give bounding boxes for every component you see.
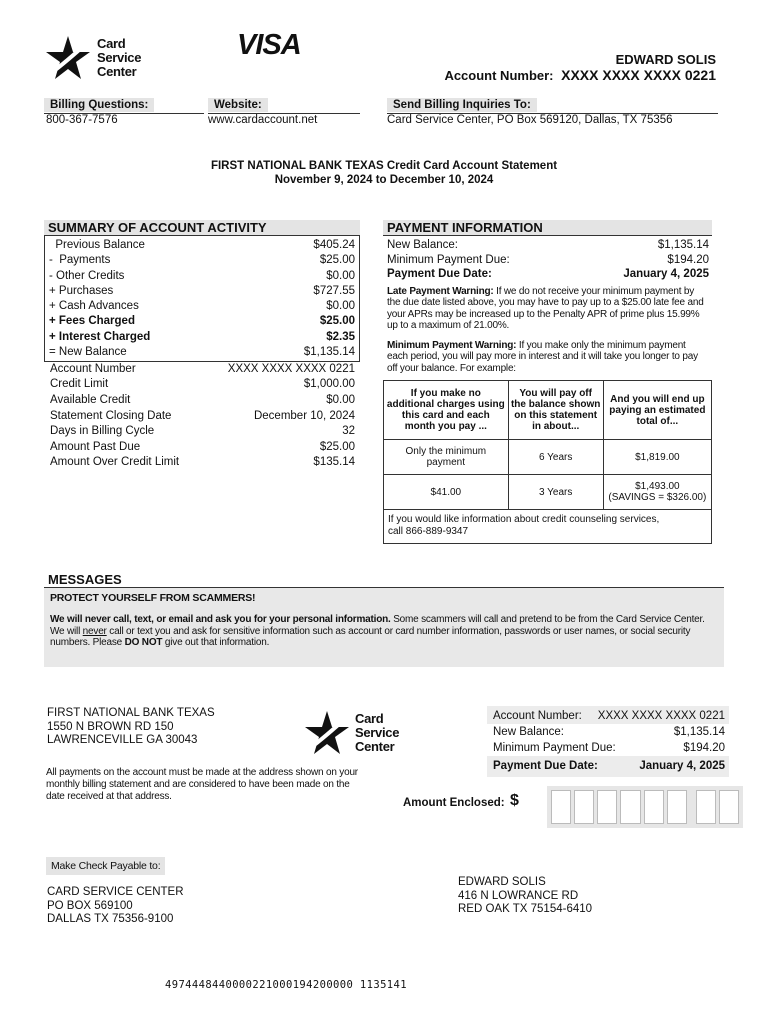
counseling-line-2: call 866-889-9347 — [388, 526, 469, 537]
make-check-payable — [46, 856, 165, 875]
new-balance-value: $1,135.14 — [657, 239, 709, 251]
slip-summary — [487, 706, 729, 777]
messages-body — [50, 614, 718, 649]
bank-street: 1550 N BROWN RD 150 — [47, 720, 174, 733]
website-info — [208, 95, 360, 126]
statement-title — [0, 159, 768, 187]
account-detail-row — [50, 440, 355, 456]
detail-value: $0.00 — [326, 393, 355, 406]
star-logo-icon — [303, 709, 351, 757]
summary-value: $405.24 — [313, 239, 355, 251]
detail-label: Amount Over Credit Limit — [50, 456, 180, 469]
due-date-value: January 4, 2025 — [623, 268, 709, 280]
summary-value: $2.35 — [326, 330, 355, 343]
summary-row — [49, 299, 355, 314]
star-logo-icon — [44, 34, 92, 82]
customer-address-street: 416 N LOWRANCE RD — [458, 889, 579, 902]
messages-text: give out that information. — [162, 637, 270, 648]
table-cell: Only the minimum payment — [384, 440, 509, 475]
account-detail-row — [50, 362, 355, 378]
table-cell: 6 Years — [508, 440, 603, 475]
summary-label: Previous Balance — [49, 239, 145, 251]
payment-information — [383, 220, 712, 544]
summary-value: $25.00 — [319, 315, 355, 328]
min-warning-text: If you make only the minimum payment each period, you will pay more in interest and it will take you longer to pay off your balance. For example: — [387, 339, 698, 374]
account-detail-row — [50, 393, 355, 409]
bank-city: LAWRENCEVILLE GA 30043 — [47, 734, 198, 746]
customer-name: EDWARD SOLIS — [615, 52, 716, 67]
inquiries-label: Send Billing Inquiries To: — [387, 98, 537, 112]
summary-row — [49, 269, 355, 284]
account-detail-row — [50, 377, 355, 393]
messages-text: Some scammers will call and pretend to be from the Card Service Center. We will — [50, 614, 705, 637]
min-payment-value: $194.20 — [667, 253, 709, 266]
detail-value: $135.14 — [313, 456, 355, 469]
payee-name: CARD SERVICE CENTER — [47, 886, 184, 898]
summary-row — [49, 314, 355, 330]
summary-value: $0.00 — [326, 300, 355, 313]
slip-new-balance-value: $1,135.14 — [673, 726, 725, 738]
summary-row — [49, 238, 355, 253]
summary-value: $25.00 — [319, 254, 355, 267]
slip-new-balance-label: New Balance: — [493, 726, 564, 738]
bank-address — [47, 707, 215, 748]
detail-value: $1,000.00 — [303, 378, 355, 391]
account-number-value: XXXX XXXX XXXX 0221 — [561, 67, 716, 83]
statement-name: FIRST NATIONAL BANK TEXAS Credit Card Account Statement — [210, 160, 558, 172]
billing-phone: 800-367-7576 — [46, 114, 118, 126]
amount-digit-box[interactable] — [719, 790, 739, 824]
billing-questions — [44, 95, 204, 126]
amount-enclosed-field[interactable] — [547, 786, 743, 828]
amount-digit-box[interactable] — [620, 790, 640, 824]
never-underlined: never — [82, 625, 107, 637]
table-header: If you make no additional charges using this card and each month you pay ... — [384, 381, 509, 440]
summary-row — [49, 345, 355, 360]
new-balance-label: New Balance: — [387, 239, 458, 251]
late-warning-text: If we do not receive your minimum payment by the due date listed above, you may have to pay up to a $25.00 late fee and your APRs may be increased up to the Penalty APR of prime plus 15.99% up to a maximum of 21.00%. — [387, 285, 704, 331]
detail-label: Statement Closing Date — [50, 409, 172, 422]
logo-word-3: Center — [97, 64, 137, 79]
account-detail-row — [50, 455, 355, 471]
bank-name: FIRST NATIONAL BANK TEXAS — [47, 707, 215, 719]
summary-label: + Interest Charged — [49, 330, 151, 343]
summary-row — [49, 330, 355, 346]
messages-bold-intro: We will never call, text, or email and ask you for your personal information. — [50, 614, 391, 625]
table-cell: $1,819.00 — [603, 440, 711, 475]
amount-digit-box[interactable] — [574, 790, 594, 824]
summary-label: + Purchases — [49, 284, 114, 297]
min-payment-warning — [383, 332, 712, 375]
slip-min-due-value: $194.20 — [683, 742, 725, 754]
table-cell: 3 Years — [508, 475, 603, 510]
amount-digit-box[interactable] — [597, 790, 617, 824]
payments-note: All payments on the account must be made at the address shown on your monthly billing statement and are considered to have been made on the date received at that address. — [46, 767, 358, 802]
account-number-label: Account Number: — [444, 68, 554, 83]
amount-enclosed-label: Amount Enclosed: — [403, 797, 505, 809]
summary-row — [49, 253, 355, 268]
account-detail-row — [50, 424, 355, 440]
detail-label: Credit Limit — [50, 378, 109, 391]
summary-value: $727.55 — [313, 284, 355, 297]
min-warning-heading: Minimum Payment Warning: — [387, 339, 517, 351]
logo-word-1: Card — [355, 711, 384, 726]
logo-word-3: Center — [355, 739, 395, 754]
summary-label: = New Balance — [49, 346, 127, 359]
detail-value: December 10, 2024 — [253, 409, 355, 422]
account-summary — [44, 220, 360, 471]
logo-word-2: Service — [355, 725, 400, 740]
detail-value: 32 — [342, 425, 355, 438]
table-cell — [603, 475, 711, 510]
payable-label: Make Check Payable to: — [46, 857, 165, 875]
amount-digit-box[interactable] — [696, 790, 716, 824]
savings-amount: (SAVINGS = $326.00) — [608, 492, 707, 503]
summary-value: $0.00 — [326, 269, 355, 282]
total-paid: $1,493.00 — [635, 481, 680, 492]
billing-inquiries — [387, 95, 718, 126]
slip-due-date-label: Payment Due Date: — [493, 760, 598, 772]
visa-logo: VISA — [237, 29, 301, 61]
detail-label: Available Credit — [50, 393, 131, 406]
slip-logo — [303, 709, 403, 759]
amount-digit-box[interactable] — [551, 790, 571, 824]
payee-pobox: PO BOX 569100 — [47, 899, 133, 912]
slip-due-date-value: January 4, 2025 — [639, 760, 725, 772]
customer-address — [458, 876, 592, 917]
payee-address — [47, 886, 184, 927]
messages-text: call or text you and ask for sensitive information such as account or card number information, passwords or user names, or social security numbers. Please — [50, 625, 691, 648]
table-header: You will pay off the balance shown on this statement in about... — [508, 381, 603, 440]
detail-label: Days in Billing Cycle — [50, 425, 155, 438]
messages-heading: PROTECT YOURSELF FROM SCAMMERS! — [50, 592, 256, 604]
counseling-info — [384, 510, 712, 544]
detail-label: Amount Past Due — [50, 440, 141, 453]
detail-value: XXXX XXXX XXXX 0221 — [227, 362, 355, 375]
messages-title: MESSAGES — [44, 572, 724, 588]
counseling-line-1: If you would like information about credit counseling services, — [388, 514, 660, 525]
messages-box — [44, 588, 724, 667]
late-warning-heading: Late Payment Warning: — [387, 285, 494, 297]
min-payment-label: Minimum Payment Due: — [387, 253, 510, 266]
website-label: Website: — [208, 98, 268, 112]
summary-row — [49, 284, 355, 299]
inquiries-address: Card Service Center, PO Box 569120, Dallas, TX 75356 — [387, 114, 673, 126]
logo-word-1: Card — [97, 36, 126, 51]
late-payment-warning — [383, 282, 712, 332]
website-url[interactable]: www.cardaccount.net — [208, 114, 318, 126]
messages-section — [44, 572, 724, 667]
amount-digit-box[interactable] — [644, 790, 664, 824]
micr-line: 4974448440000221000194200000 1135141 — [165, 979, 407, 991]
statement-period: November 9, 2024 to December 10, 2024 — [274, 174, 494, 186]
summary-label: - Payments — [49, 254, 111, 267]
account-number-header — [444, 67, 716, 83]
card-service-logo — [44, 34, 144, 84]
payment-title: PAYMENT INFORMATION — [383, 220, 712, 236]
detail-value: $25.00 — [319, 440, 355, 453]
table-cell: $41.00 — [384, 475, 509, 510]
summary-title: SUMMARY OF ACCOUNT ACTIVITY — [44, 220, 360, 236]
slip-min-due-label: Minimum Payment Due: — [493, 742, 616, 754]
slip-account-value: XXXX XXXX XXXX 0221 — [597, 710, 725, 722]
detail-label: Account Number — [50, 362, 136, 375]
payoff-table — [383, 380, 712, 544]
amount-digit-box[interactable] — [667, 790, 687, 824]
table-header: And you will end up paying an estimated total of... — [603, 381, 711, 440]
do-not-emphasis: DO NOT — [124, 637, 163, 648]
summary-label: - Other Credits — [49, 269, 125, 282]
summary-label: + Cash Advances — [49, 300, 139, 313]
customer-address-name: EDWARD SOLIS — [458, 876, 546, 888]
customer-address-city: RED OAK TX 75154-6410 — [458, 903, 593, 915]
logo-word-2: Service — [97, 50, 142, 65]
due-date-label: Payment Due Date: — [387, 268, 492, 280]
payee-city: DALLAS TX 75356-9100 — [47, 913, 174, 925]
summary-value: $1,135.14 — [303, 346, 355, 359]
amount-dollar-sign: $ — [510, 792, 519, 809]
slip-account-label: Account Number: — [493, 710, 582, 722]
billing-questions-label: Billing Questions: — [44, 98, 154, 112]
summary-label: + Fees Charged — [49, 315, 135, 328]
summary-box — [44, 236, 360, 362]
account-detail-row — [50, 409, 355, 425]
